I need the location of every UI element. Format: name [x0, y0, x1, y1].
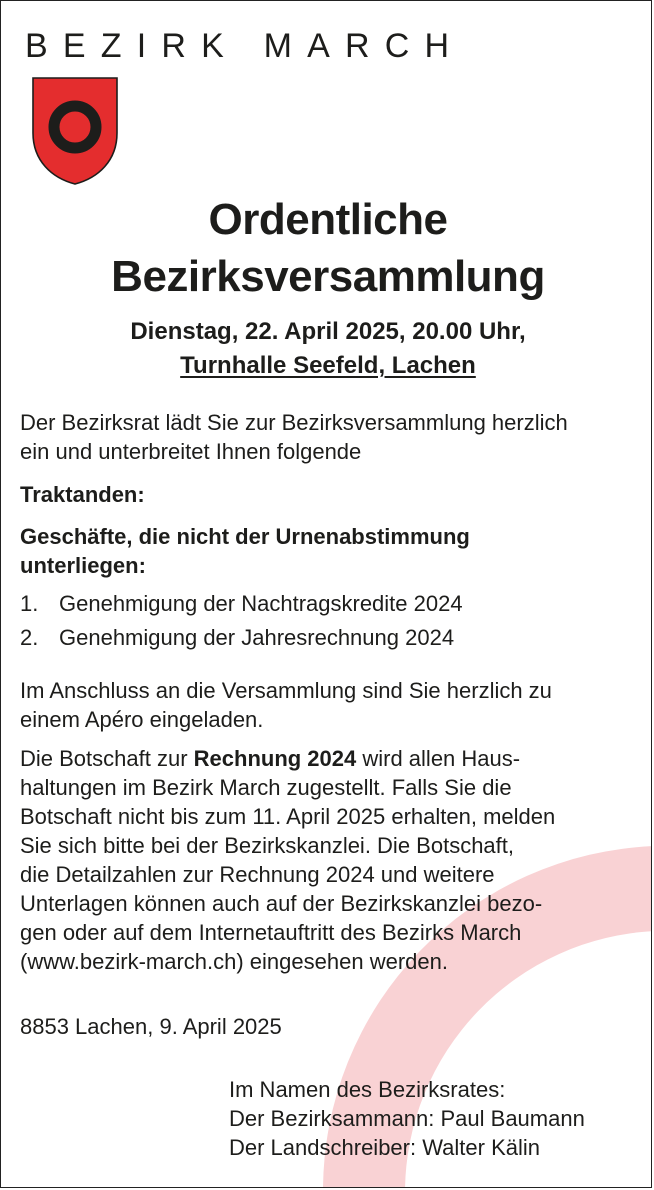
- signature-line: Im Namen des Bezirksrates:: [229, 1077, 506, 1102]
- notice-content: [1, 1, 652, 1188]
- crest-shield: [33, 78, 117, 184]
- signature-line: Der Bezirksammann: Paul Baumann: [229, 1106, 585, 1131]
- intro-paragraph: [20, 408, 636, 466]
- message-line: Botschaft nicht bis zum 11. April 2025 erhalten, melden: [20, 804, 556, 829]
- message-line: [20, 744, 636, 773]
- venue-text: Turnhalle Seefeld, Lachen: [180, 352, 476, 379]
- intro-line: ein und unterbreitet Ihnen folgende: [20, 439, 362, 464]
- message-emphasis: Rechnung 2024: [193, 746, 357, 771]
- message-line1-rest: wird allen Haus-: [356, 746, 521, 771]
- place-date: 8853 Lachen, 9. April 2025: [20, 1014, 282, 1039]
- agenda-item-text: Genehmigung der Jahresrechnung 2024: [59, 625, 455, 650]
- notice-title-line1: Ordentliche: [208, 195, 448, 244]
- business-heading-line: Geschäfte, die nicht der Urnenabstimmung: [20, 524, 470, 549]
- apero-line: Im Anschluss an die Versammlung sind Sie herzlich zu: [20, 678, 552, 703]
- agenda-item: [20, 589, 636, 618]
- signature-block: [229, 1075, 649, 1162]
- agenda-item-number: 1.: [20, 591, 39, 616]
- apero-line: einem Apéro eingeladen.: [20, 707, 264, 732]
- notice-title-line2: Bezirksversammlung: [111, 252, 545, 301]
- agenda-item: [20, 623, 636, 652]
- message-line: Sie sich bitte bei der Bezirkskanzlei. Die Botschaft,: [20, 833, 515, 858]
- intro-line: Der Bezirksrat lädt Sie zur Bezirksversammlung herzlich: [20, 410, 568, 435]
- agenda-item-text: Genehmigung der Nachtragskredite 2024: [59, 591, 463, 616]
- message-line: (www.bezirk-march.ch) eingesehen werden.: [20, 949, 448, 974]
- apero-paragraph: [20, 676, 636, 734]
- message-paragraph: [20, 744, 636, 976]
- message-prefix: Die Botschaft zur: [20, 746, 194, 771]
- agenda-heading: Traktanden:: [20, 482, 145, 507]
- message-line: Unterlagen können auch auf der Bezirkskanzlei bezo-: [20, 891, 543, 916]
- message-line: gen oder auf dem Internetauftritt des Bezirks March: [20, 920, 522, 945]
- business-heading-line: unterliegen:: [20, 553, 146, 578]
- message-line: haltungen im Bezirk March zugestellt. Falls Sie die: [20, 775, 512, 800]
- bezirk-crest-icon: [32, 77, 118, 185]
- agenda-item-number: 2.: [20, 625, 39, 650]
- message-line: die Detailzahlen zur Rechnung 2024 und weitere: [20, 862, 495, 887]
- meeting-venue: [1, 351, 652, 381]
- brand-wordmark: BEZIRK MARCH: [25, 27, 465, 65]
- business-heading: [20, 522, 636, 580]
- meeting-date: Dienstag, 22. April 2025, 20.00 Uhr,: [130, 318, 526, 345]
- signature-line: Der Landschreiber: Walter Kälin: [229, 1135, 540, 1160]
